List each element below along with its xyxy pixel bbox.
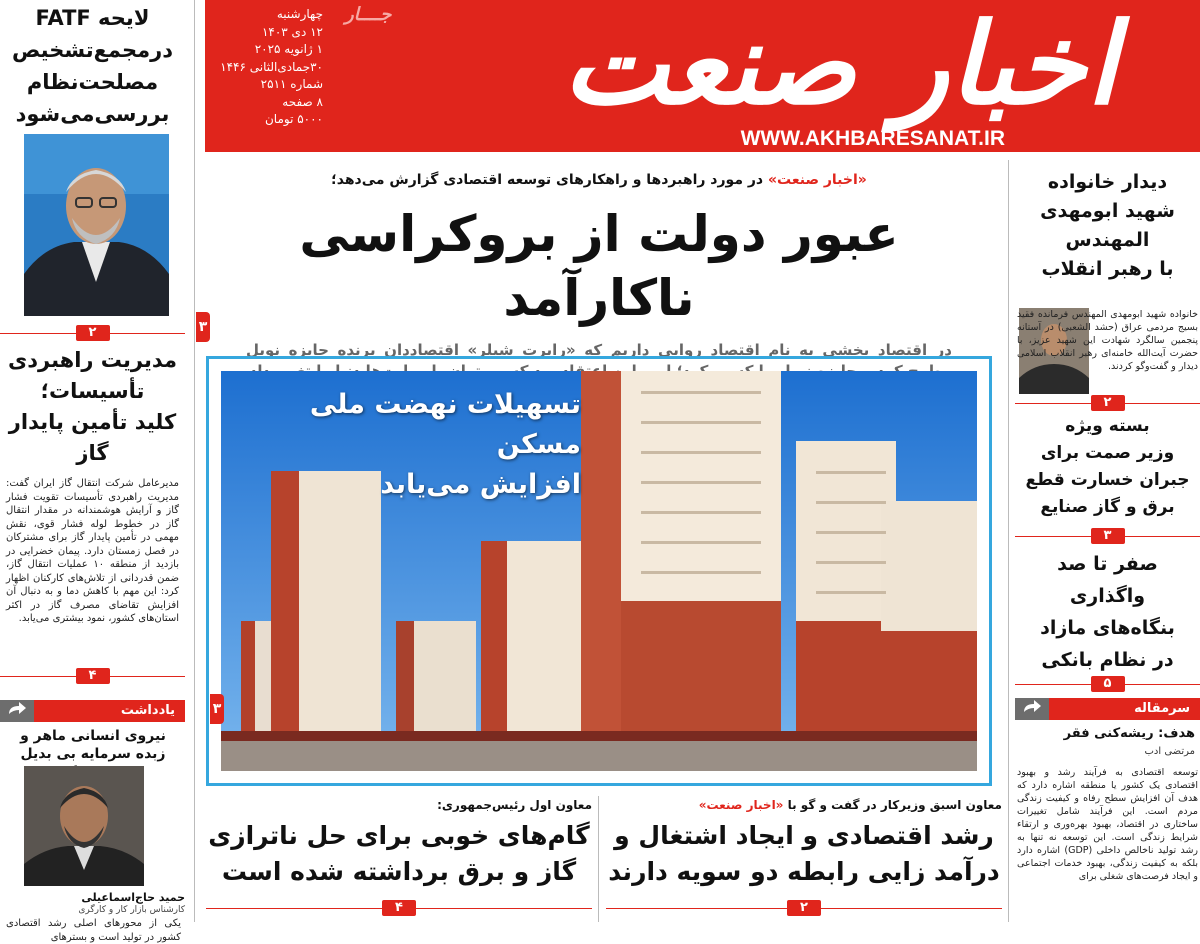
main-kicker-source: «اخبار صنعت»: [767, 172, 867, 188]
fatf-headline-line-3: مصلحت‌نظام: [26, 70, 159, 94]
issue-date-solar: ۱۲ دی ۱۴۰۳: [261, 24, 323, 39]
gas-headline: [0, 345, 185, 469]
banks-page-marker[interactable]: ۵: [1015, 676, 1200, 692]
banks-headline-line-1: صفر تا صد: [1057, 553, 1158, 575]
gas-story[interactable]: [0, 345, 185, 626]
package-story[interactable]: [1015, 413, 1200, 521]
main-lead: در اقتصاد بخشی به نام اقتصاد روایی داریم که «رابرت شیلر» اقتصاددان برنده جایزه نوبل: [246, 341, 952, 359]
main-story[interactable]: [206, 168, 992, 382]
fatf-page-marker[interactable]: ۲: [0, 325, 185, 341]
newspaper-logo: اخبار صنعت: [562, 0, 1118, 130]
columnist-name: حمید حاج‌اسماعیلی: [81, 891, 185, 904]
employment-kicker-text: معاون اسبق وزیرکار در گفت و گو با: [783, 798, 1002, 812]
banks-story[interactable]: [1015, 548, 1200, 676]
visit-headline-line-1: دیدار خانواده: [1047, 171, 1168, 193]
housing-photo-caption: [241, 385, 581, 505]
president-portrait: [24, 134, 169, 316]
employment-headline-line-1: رشد اقتصادی و ایجاد اشتغال و: [614, 821, 994, 850]
package-headline-line-4: برق و گاز صنایع: [1040, 497, 1175, 517]
banks-headline: [1015, 548, 1200, 676]
editorial-section-tag: [1015, 698, 1200, 720]
arrow-tag-icon: [0, 700, 34, 722]
main-kicker-text: در مورد راهبردها و راهکارهای توسعه اقتصادی گزارش می‌دهد؛: [331, 172, 768, 188]
package-headline-line-1: بسته ویژه: [1065, 416, 1150, 436]
right-column-divider: [1008, 160, 1009, 922]
package-headline-line-3: جبران خسارت قطع: [1025, 470, 1190, 490]
issue-date-gregorian: ۱ ژانویه ۲۰۲۵: [254, 42, 323, 56]
employment-kicker-source: «اخبار صنعت»: [698, 798, 784, 812]
issue-info: [213, 6, 323, 129]
fatf-headline-line-2: درمجمع‌تشخیص: [11, 38, 174, 62]
columnist-illustration: [24, 766, 144, 886]
masthead: [205, 0, 1200, 152]
visit-body: خانواده شهید ابومهدی المهندس فرمانده فقید بسیج مردمی عراق (حشد الشعبی) در آستانه‌ پنجمین سالگرد شهادت این شهید عزیز، با حضرت آیت‌الله خامنه‌ای رهبر انقلاب اسلامی دیدار و گفت‌وگو کردند.: [1017, 309, 1198, 372]
visit-page-marker[interactable]: ۲: [1015, 395, 1200, 411]
columnist-role: کارشناس بازار کار و کارگری: [78, 905, 185, 915]
package-headline: [1015, 413, 1200, 521]
visit-headline-line-3: المهندس: [1065, 229, 1150, 251]
left-column-divider: [194, 0, 195, 922]
housing-photo: [221, 371, 977, 771]
visit-headline: [1015, 168, 1200, 284]
banks-headline-line-3: بنگاه‌های مازاد: [1040, 617, 1175, 639]
issue-weekday: چهارشنبه: [276, 7, 323, 21]
gas-headline-line-2: تأسیسات؛: [40, 379, 145, 403]
employment-page-marker[interactable]: ۲: [606, 900, 1002, 916]
bottom-story-divider: [598, 796, 599, 922]
photo-caption-line-2: افزایش می‌یابد: [380, 469, 581, 500]
editorial-author: مرتضی ادب: [1144, 746, 1195, 757]
energy-headline: [206, 818, 592, 890]
package-page-marker[interactable]: ۳: [1015, 528, 1200, 544]
note-section-tag: [0, 700, 185, 722]
gas-headline-line-1: مدیریت راهبردی: [7, 348, 177, 372]
visit-headline-line-4: با رهبر انقلاب: [1041, 258, 1174, 280]
energy-page-marker[interactable]: ۴: [206, 900, 592, 916]
banks-headline-line-2: واگذاری: [1069, 585, 1146, 607]
fatf-story[interactable]: [0, 0, 185, 130]
photo-page-marker[interactable]: ۳: [210, 694, 224, 724]
logo-accent: جــــار: [345, 4, 392, 25]
issue-number: شماره ۲۵۱۱: [260, 77, 323, 91]
note-title[interactable]: نیروی انسانی ماهر و زبده سرمایه بی بدیل: [20, 728, 166, 762]
photo-caption-line-1: تسهیلات نهضت ملی مسکن: [309, 389, 581, 460]
portrait-illustration: [24, 134, 169, 316]
website-url[interactable]: WWW.AKHBARESANAT.IR: [740, 127, 1005, 150]
employment-headline: [606, 818, 1002, 890]
employment-kicker: [606, 796, 1002, 814]
gas-headline-line-4: گاز: [76, 441, 109, 465]
visit-story[interactable]: [1015, 168, 1200, 372]
main-headline: عبور دولت از بروکراسی ناکارآمد: [299, 205, 899, 327]
main-page-marker[interactable]: ۳: [196, 312, 210, 342]
employment-story[interactable]: [606, 796, 1002, 890]
gas-body: مدیرعامل شرکت انتقال گاز ایران گفت: مدیریت راهبردی تأسیسات تقویت فشار گاز و آرایش هوشمندانه در مقدار انتقال گاز در خطوط لوله فشار قوی، نقش مهمی در تأمین پایدار گاز برای مشترکان در فصل زمستان دارد. پیمان خضرایی در بازدید از منطقه ۱۰ عملیات انتقال گاز، ضمن قدردانی از تلاش‌های کارکنان اظهار کرد: این مهم با کاهش دما و به دنبال آن افزایش تقاضای مصرف گاز در اکثر استان‌های کشور، نمود بیشتری می‌یابد.: [6, 478, 179, 624]
note-tag-label: یادداشت: [34, 700, 185, 722]
fatf-headline-line-4: بررسی‌می‌شود: [15, 102, 170, 126]
editorial-body: توسعه اقتصادی به فرآیند رشد و بهبود اقتصادی یک کشور یا منطقه اشاره دارد که هدف آن افزایش سطح رفاه و کیفیت زندگی مردم است. این فرآیند شامل تغییرات ساختاری در اقتصاد، بهبود بهره‌وری و ارتقاء شرایط زندگی است. این توسعه نه تنها به رشد تولید ناخالص داخلی (GDP) اشاره دارد بلکه به کیفیت زندگی، بهبود خدمات اجتماعی و ایجاد فرصت‌های شغلی برای: [1017, 767, 1198, 882]
fatf-headline-line-1: لایحه FATF: [35, 6, 150, 30]
energy-headline-line-1: گام‌های خوبی برای حل ناترازی: [208, 821, 590, 850]
visit-headline-line-2: شهید ابومهدی: [1040, 200, 1175, 222]
energy-headline-line-2: گاز و برق برداشته شده است: [221, 857, 577, 886]
gas-headline-line-3: کلید تأمین پایدار: [8, 410, 177, 434]
fatf-headline: [0, 0, 185, 130]
columnist-portrait: [24, 766, 144, 886]
issue-date-lunar: ۳۰جمادی‌الثانی ۱۴۴۶: [220, 59, 323, 74]
housing-photo-frame[interactable]: [206, 356, 992, 786]
employment-headline-line-2: درآمد زایی رابطه دو سویه دارند: [608, 857, 1000, 886]
issue-pages: ۸ صفحه: [282, 94, 323, 109]
energy-kicker: معاون اول رئیس‌جمهوری:: [437, 798, 592, 812]
issue-price: ۵۰۰۰ تومان: [264, 112, 323, 126]
right-column: [1015, 160, 1200, 922]
editorial-tag-label: سرمقاله: [1049, 698, 1200, 720]
energy-story[interactable]: [206, 796, 592, 890]
gas-page-marker[interactable]: ۴: [0, 668, 185, 684]
note-body: یکی از محورهای اصلی رشد اقتصادی کشور در تولید است و بسترهای: [6, 918, 181, 943]
editorial-title[interactable]: هدف: ریشه‌کنی فقر: [1063, 726, 1195, 741]
arrow-tag-icon: [1015, 698, 1049, 720]
left-column: [0, 0, 185, 943]
package-headline-line-2: وزیر صمت برای: [1040, 443, 1175, 463]
banks-headline-line-4: در نظام بانکی: [1041, 649, 1174, 671]
main-kicker: [206, 168, 992, 192]
